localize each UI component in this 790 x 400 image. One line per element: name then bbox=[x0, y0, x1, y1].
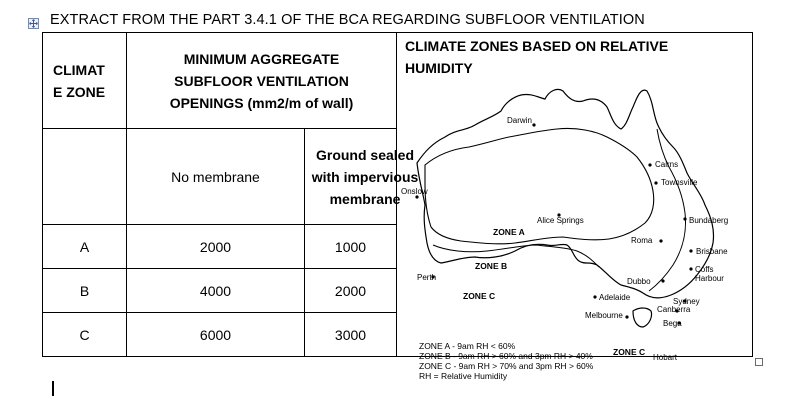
map-label-hobart: Hobart bbox=[653, 353, 678, 362]
document-caption: EXTRACT FROM THE PART 3.4.1 OF THE BCA REGARDING SUBFLOOR VENTILATION bbox=[50, 12, 645, 28]
zone-cell: B bbox=[43, 269, 127, 313]
move-arrows-icon bbox=[29, 19, 38, 28]
zone-cell: A bbox=[43, 225, 127, 269]
map-zone-b-label: ZONE B bbox=[475, 261, 508, 271]
table-resize-handle[interactable] bbox=[755, 358, 763, 366]
map-label-bundaberg: Bundaberg bbox=[689, 216, 729, 225]
header-climate-zone-text: CLIMAT E ZONE bbox=[53, 61, 106, 100]
subheader-ground-sealed-text: Ground sealed with impervious membrane bbox=[311, 146, 419, 207]
map-label-cairns: Cairns bbox=[655, 160, 679, 169]
map-label-townsville: Townsville bbox=[661, 178, 698, 187]
sealed-cell: 2000 bbox=[305, 269, 397, 313]
header-minimum-openings-text: MINIMUM AGGREGATE SUBFLOOR VENTILATION OPENINGS (mm2/m of wall) bbox=[169, 50, 354, 111]
australia-humidity-map bbox=[397, 85, 753, 381]
map-label-onslow: Onslow bbox=[401, 187, 428, 196]
legend-rh: RH = Relative Humidity bbox=[419, 371, 508, 381]
map-zone-c-label: ZONE C bbox=[463, 291, 496, 301]
zone-cell: C bbox=[43, 313, 127, 357]
legend-zone-a: ZONE A - 9am RH < 60% bbox=[419, 341, 516, 351]
map-label-canberra: Canberra bbox=[657, 305, 691, 314]
text-cursor bbox=[52, 381, 54, 396]
no-membrane-cell: 4000 bbox=[127, 269, 305, 313]
map-label-roma: Roma bbox=[631, 236, 653, 245]
subheader-no-membrane bbox=[127, 129, 305, 225]
map-label-melbourne: Melbourne bbox=[585, 311, 623, 320]
climate-zone-map-cell bbox=[397, 33, 753, 381]
no-membrane-cell: 6000 bbox=[127, 313, 305, 357]
subheader-empty bbox=[43, 129, 127, 225]
legend-zone-b: ZONE B - 9am RH > 60% and 3pm RH > 40% bbox=[419, 351, 593, 361]
map-label-adelaide: Adelaide bbox=[599, 293, 631, 302]
legend-zone-c: ZONE C - 9am RH > 70% and 3pm RH > 60% bbox=[419, 361, 594, 371]
map-label-bega: Bega bbox=[663, 319, 682, 328]
header-climate-zones: CLIMATE ZONES BASED ON RELATIVE HUMIDITY bbox=[405, 38, 669, 76]
no-membrane-cell: 2000 bbox=[127, 225, 305, 269]
subfloor-ventilation-table bbox=[42, 32, 753, 381]
map-label-coffs-harbour: Coffs Harbour bbox=[695, 265, 724, 283]
sealed-cell: 3000 bbox=[305, 313, 397, 357]
subheader-no-membrane-text: No membrane bbox=[171, 168, 260, 185]
map-label-brisbane: Brisbane bbox=[696, 247, 728, 256]
map-legend bbox=[419, 341, 593, 381]
table-move-handle[interactable] bbox=[28, 18, 39, 29]
map-label-perth: Perth bbox=[417, 273, 437, 282]
header-minimum-openings bbox=[127, 33, 397, 129]
map-zone-c-tas-label: ZONE C bbox=[613, 347, 646, 357]
map-zone-a-label: ZONE A bbox=[493, 227, 525, 237]
sealed-cell: 1000 bbox=[305, 225, 397, 269]
map-label-dubbo: Dubbo bbox=[627, 277, 651, 286]
map-label-sydney: Sydney bbox=[673, 297, 700, 306]
map-label-darwin: Darwin bbox=[507, 116, 532, 125]
map-label-alice-springs: Alice Springs bbox=[537, 216, 584, 225]
header-climate-zone bbox=[43, 33, 127, 129]
